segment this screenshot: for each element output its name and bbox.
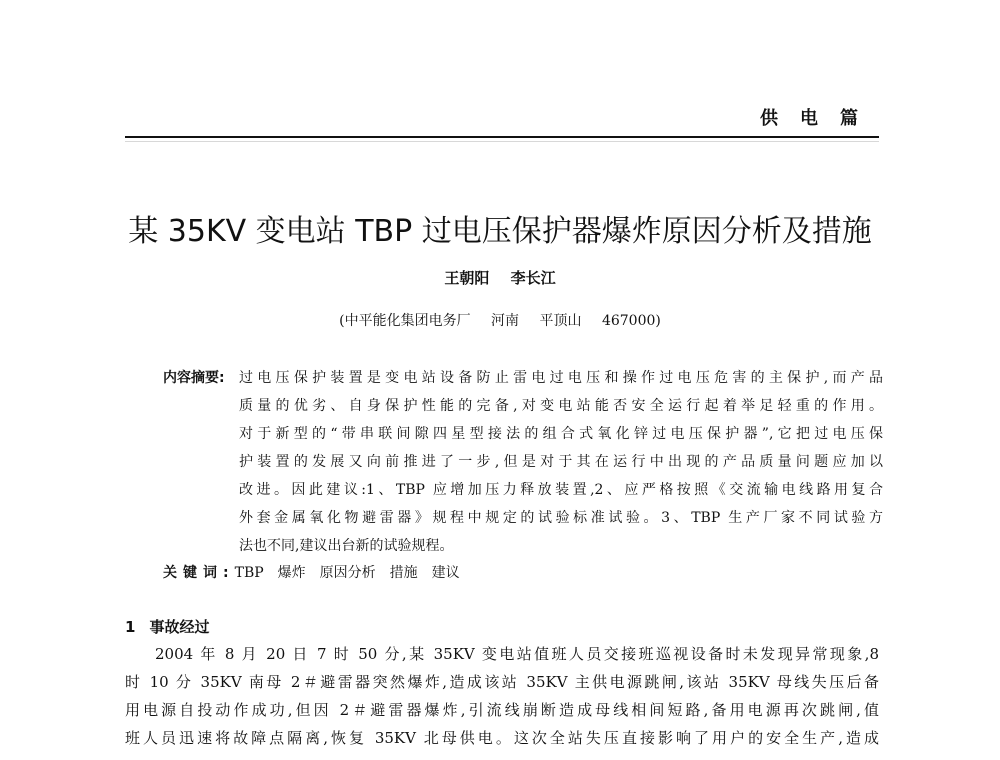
keywords-label: 关键词: [163,565,235,581]
header-rule [125,136,879,138]
abstract-line: 护装置的发展又向前推进了一步,但是对于其在运行中出现的产品质量问题应加以 [239,454,883,470]
abstract-line: 改进。因此建议:1、TBP 应增加压力释放装置,2、应严格按照《交流输电线路用复合 [239,482,883,498]
body-line: 班人员迅速将故障点隔离,恢复 35KV 北母供电。这次全站失压直接影响了用户的安全生产,造成 [125,729,879,747]
section-label: 供电篇 [760,108,880,129]
article-title: 某 35KV 变电站 TBP 过电压保护器爆炸原因分析及措施 [128,214,872,249]
author-name: 王朝阳 [444,269,490,287]
abstract-line: 外套金属氧化物避雷器》规程中规定的试验标准试验。3、TBP 生产厂家不同试验方 [239,510,883,526]
affiliation-city: 平顶山 [539,313,582,329]
section-number: 1 [125,618,136,636]
keyword: 原因分析 [319,565,376,581]
section-title: 事故经过 [149,618,210,636]
keyword: 爆炸 [277,565,306,581]
header-rule-secondary [125,141,879,142]
keyword: 建议 [431,565,460,581]
section-heading [125,616,209,637]
body-line: 用电源自投动作成功,但因 2＃避雷器爆炸,引流线崩断造成母线相间短路,备用电源再次跳闸,值 [125,701,879,719]
author-name: 李长江 [510,269,556,287]
section-body [125,640,879,752]
affiliation-province: 河南 [491,313,520,329]
body-line: 2004 年 8 月 20 日 7 时 50 分,某 35KV 变电站值班人员交接班巡视设备时未发现异常现象,8 [155,645,879,663]
abstract-text [239,364,883,560]
body-line: 时 10 分 35KV 南母 2＃避雷器突然爆炸,造成该站 35KV 主供电源跳闸,该站 35KV 母线失压后备 [125,673,879,691]
affiliation [0,310,1000,330]
keyword: 措施 [389,565,418,581]
authors [0,267,1000,288]
abstract-label: 内容摘要: [163,370,225,386]
abstract-line: 对于新型的“带串联间隙四星型接法的组合式氧化锌过电压保护器”,它把过电压保 [239,426,883,442]
abstract-line: 质量的优劣、自身保护性能的完备,对变电站能否安全运行起着举足轻重的作用。 [239,398,883,414]
affiliation-org: (中平能化集团电务厂 [339,313,471,329]
keyword: TBP [234,565,264,581]
abstract-line: 法也不同,建议出台新的试验规程。 [239,538,454,554]
abstract-line: 过电压保护装置是变电站设备防止雷电过电压和操作过电压危害的主保护,而产品 [239,370,883,386]
keywords [163,562,474,582]
affiliation-postcode: 467000) [601,313,661,329]
